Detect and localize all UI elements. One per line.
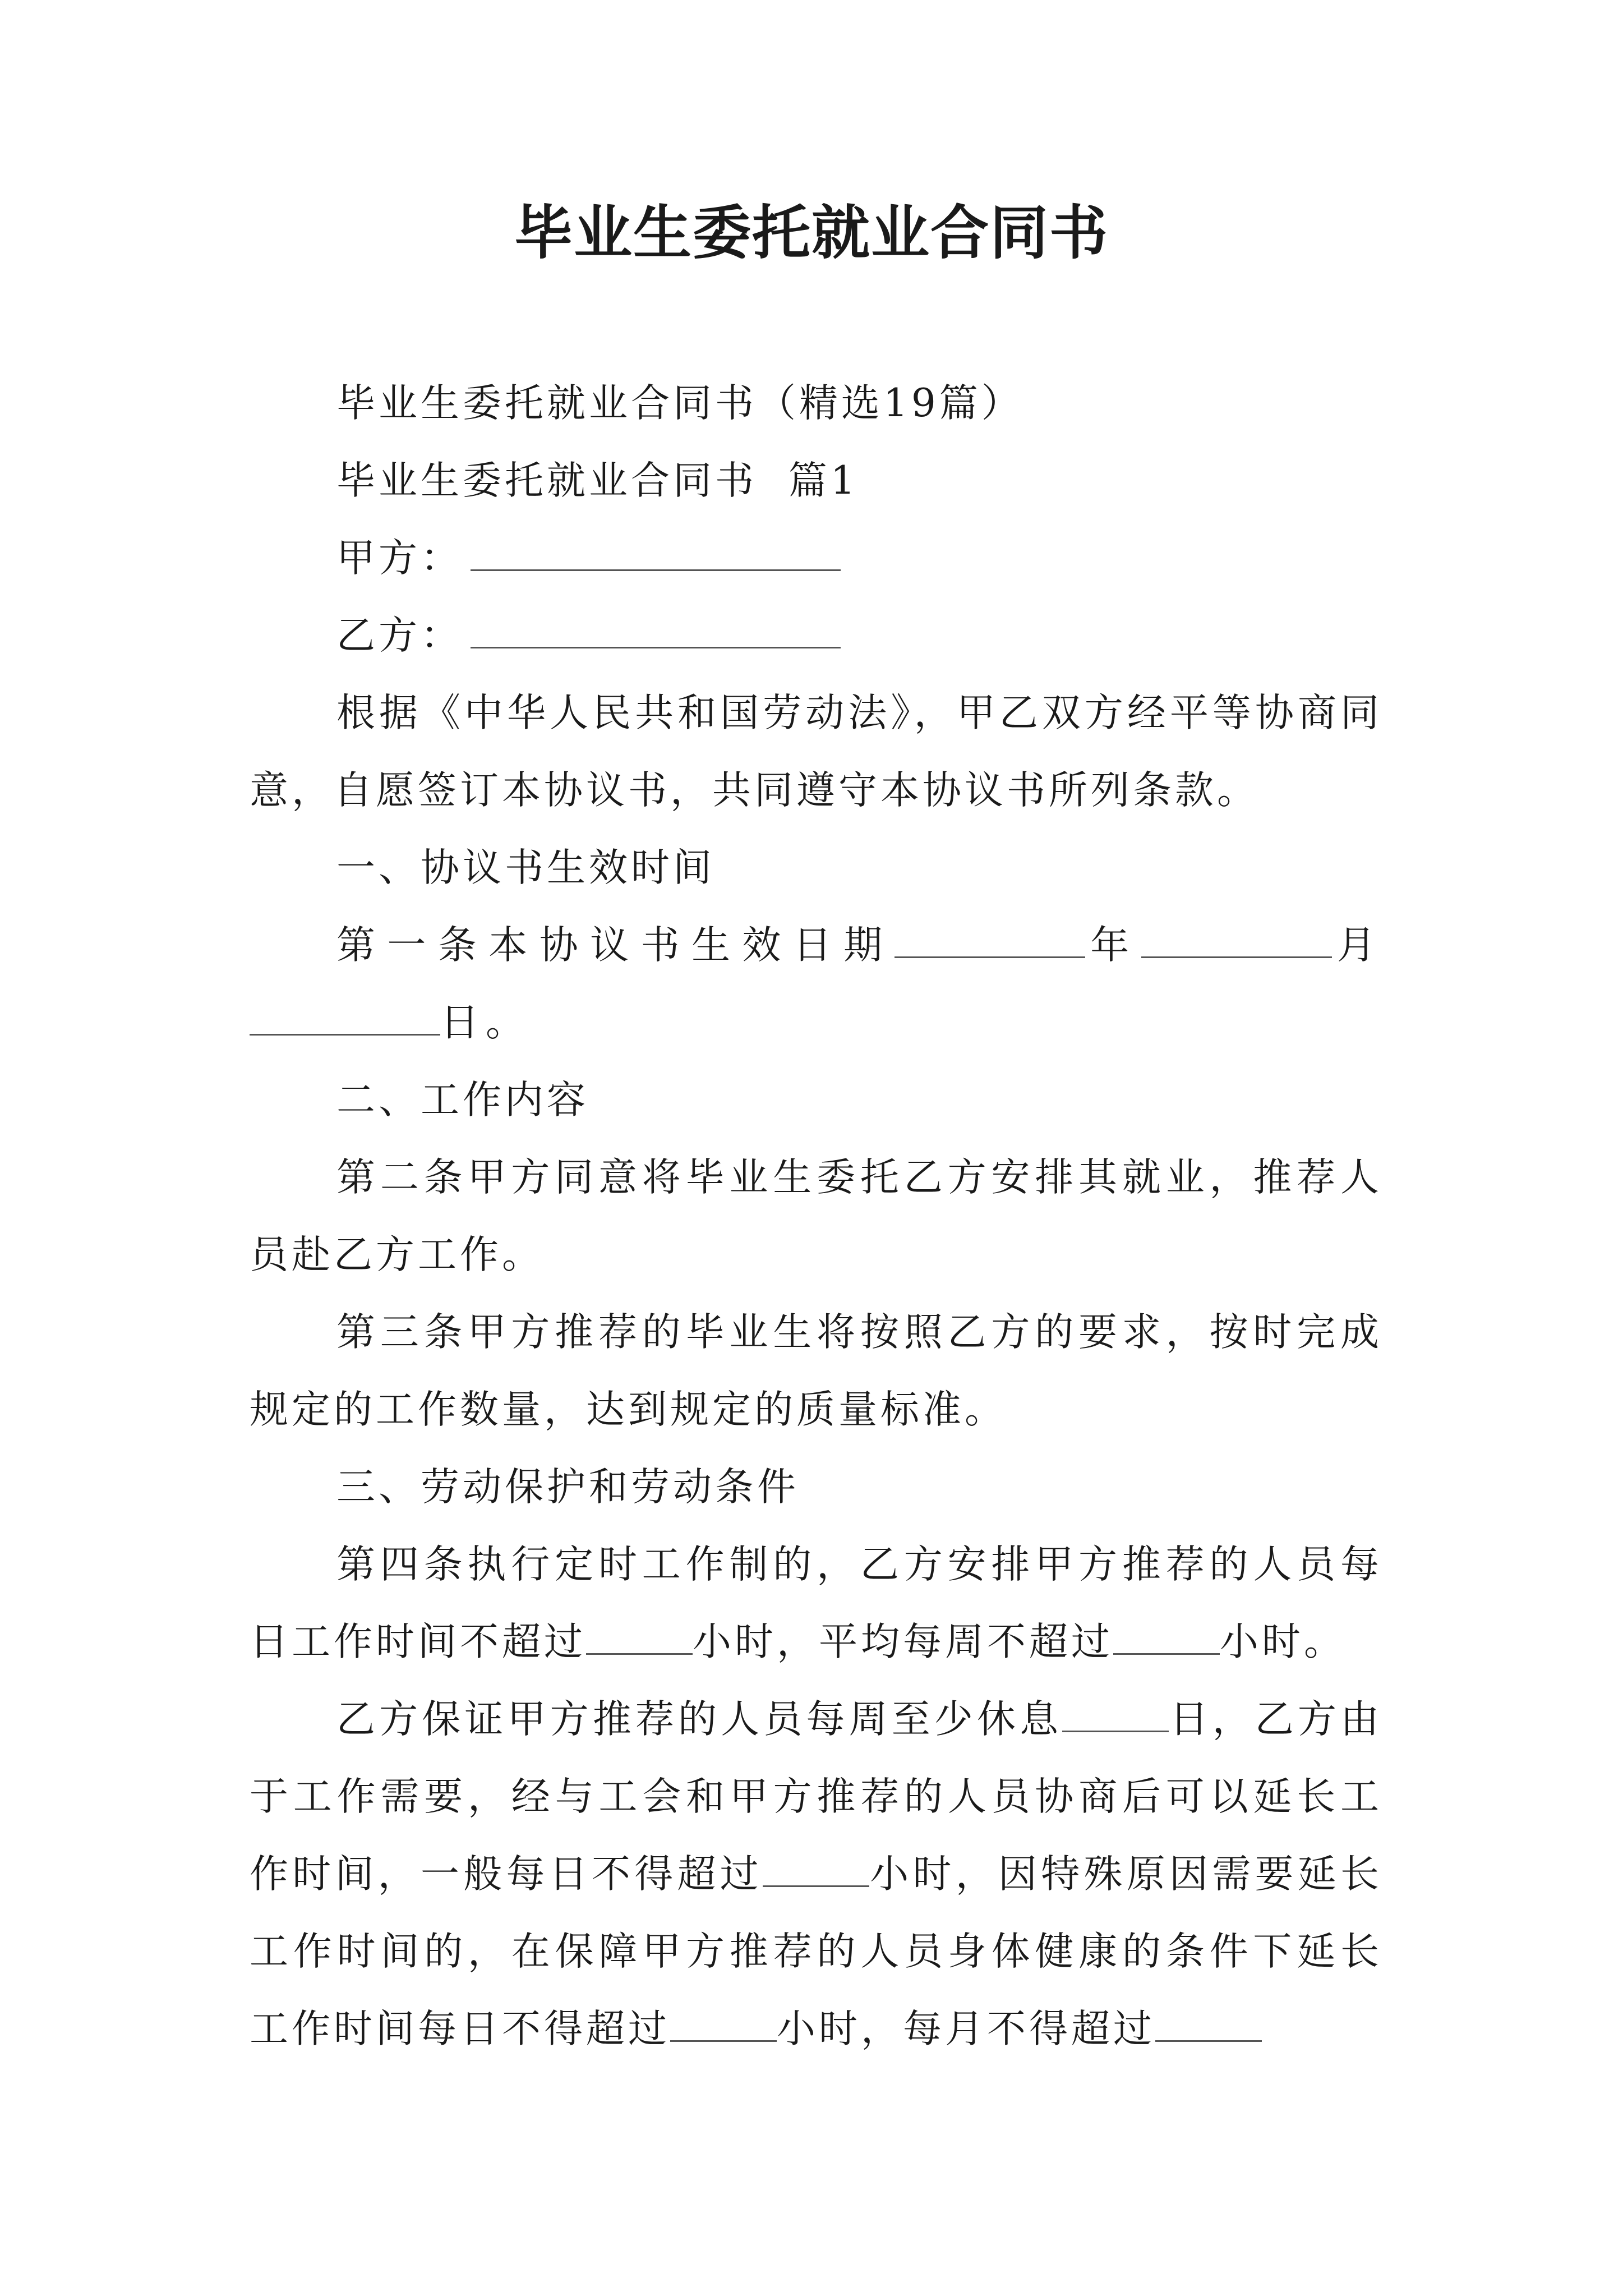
heading-effective-time-text: 一、协议书生效时间	[336, 845, 715, 890]
document-subtitle	[250, 365, 1382, 442]
article-1-text-a: 第一条本协议书生效日期	[336, 923, 895, 968]
rest-paragraph	[250, 1681, 1382, 2068]
article-4-text-a: 第四条执行定时工作制的，乙方安排甲方推荐的人员每日工作时间不超过	[250, 1542, 1382, 1664]
special-overtime-blank	[670, 2009, 777, 2042]
rest-text-a: 乙方保证甲方推荐的人员每周至少休息	[336, 1697, 1063, 1742]
intro-paragraph	[250, 674, 1382, 829]
section-heading	[250, 442, 1382, 519]
party-b-blank	[471, 615, 841, 648]
day-blank	[250, 1002, 440, 1036]
article-4-text-b: 小时，平均每周不超过	[693, 1619, 1113, 1664]
heading-labor-protection-text: 三、劳动保护和劳动条件	[336, 1465, 799, 1510]
party-b-label: 乙方：	[336, 613, 463, 658]
party-b-line	[250, 597, 1382, 674]
party-a-line	[250, 519, 1382, 597]
monthly-overtime-blank	[1155, 2009, 1262, 2042]
month-blank	[1141, 925, 1332, 958]
article-3-text: 第三条甲方推荐的毕业生将按照乙方的要求，按时完成规定的工作数量，达到规定的质量标准。	[250, 1310, 1382, 1432]
article-3	[250, 1294, 1382, 1448]
intro-text: 根据《中华人民共和国劳动法》，甲乙双方经平等协商同意，自愿签订本协议书，共同遵守本协议书所列条款。	[250, 691, 1382, 813]
weekly-hours-blank	[1113, 1622, 1220, 1655]
rest-text-c: 小时，因特殊原因需要延长工作时间的，在保障甲方推荐的人员身体健康的条件下延长工作时间每日不得超过	[250, 1852, 1382, 2051]
rest-text-b: 日，乙方由于工作需要，经与工会和甲方推荐的人员协商后可以延长工作时间，一般每日不得超过	[250, 1697, 1383, 1897]
party-a-blank	[471, 538, 841, 571]
year-blank	[895, 925, 1085, 958]
article-1-text-d: 日。	[440, 1000, 531, 1045]
heading-effective-time	[250, 829, 1382, 907]
article-1	[250, 907, 1382, 1061]
document-title: 毕业生委托就业合同书	[514, 199, 1109, 267]
article-2	[250, 1139, 1382, 1294]
heading-labor-protection	[250, 1448, 1382, 1526]
overtime-daily-blank	[763, 1854, 869, 1887]
rest-text-d: 小时，每月不得超过	[777, 2007, 1155, 2051]
section-heading-text: 毕业生委托就业合同书 篇1	[336, 458, 859, 503]
article-4	[250, 1526, 1382, 1681]
heading-work-content-text: 二、工作内容	[336, 1078, 589, 1122]
document-body	[250, 365, 1382, 2068]
subtitle-text: 毕业生委托就业合同书（精选19篇）	[336, 381, 1023, 426]
article-2-text: 第二条甲方同意将毕业生委托乙方安排其就业，推荐人员赴乙方工作。	[250, 1155, 1382, 1277]
party-a-label: 甲方：	[336, 536, 463, 581]
article-4-text-c: 小时。	[1220, 1619, 1346, 1664]
heading-work-content	[250, 1061, 1382, 1139]
rest-days-blank	[1062, 1699, 1169, 1732]
article-1-text-b: 年	[1085, 923, 1141, 968]
article-1-text-c: 月	[1331, 923, 1383, 968]
daily-hours-blank	[586, 1622, 693, 1655]
